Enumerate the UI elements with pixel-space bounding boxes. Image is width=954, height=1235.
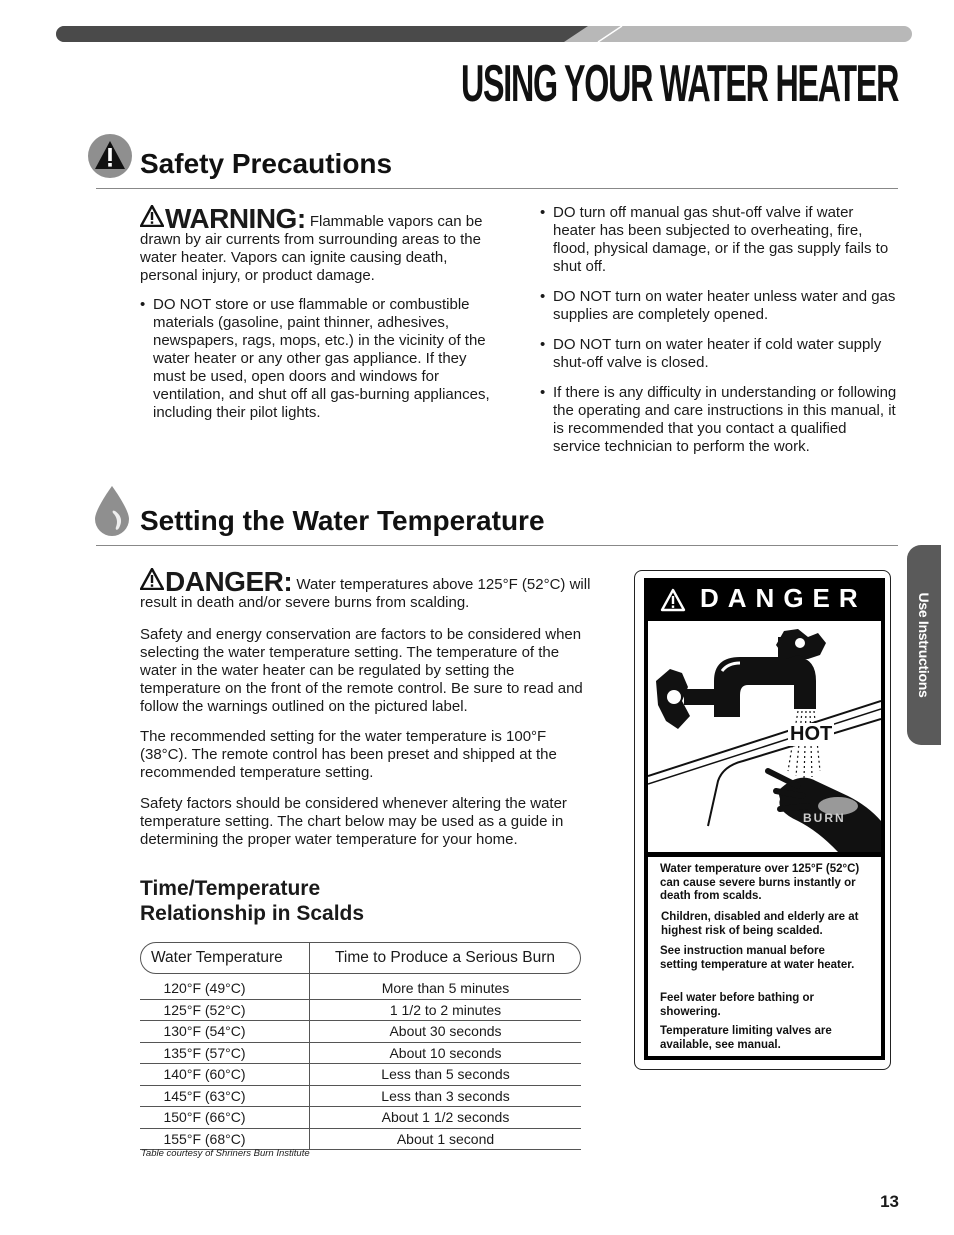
warning-icon [87,133,133,179]
label-line: Feel water before bathing or showering. [660,992,814,1018]
table-header [140,942,581,974]
column-header: Water Temperature [141,943,310,973]
bullet-item: • If there is any difficulty in understanding or following the operating and care instructions in this manual, it is recommended that you contact a qualified service technician to perform the work. [540,384,897,455]
table-row: 130°F (54°C) About 30 seconds [140,1021,581,1043]
bullet-item: • DO NOT turn on water heater unless water and gas supplies are completely opened. [540,288,896,323]
danger-heading: DANGER: [140,566,292,597]
left-bullet-list [140,296,495,434]
bullet-item: • DO NOT turn on water heater if cold water supply shut-off valve is closed. [540,336,882,371]
warning-triangle-icon [660,588,686,612]
table-row: 125°F (52°C) 1 1/2 to 2 minutes [140,1000,581,1022]
scald-table [140,942,581,1150]
label-line: Water temperature over 125°F (52°C) can cause severe burns instantly or death from scalds. [660,863,860,902]
table-row: 145°F (63°C) Less than 3 seconds [140,1086,581,1108]
bullet-item: • DO NOT store or use flammable or combustible materials (gasoline, paint thinner, adhesives, newspapers, rags, mops, etc.) in the vicinity of the water heater or any other gas appliance. If they must be used, open doors and windows for ventilation, and shut off all gas-burning appliances, including their pilot lights. [140,296,490,421]
temperature-paragraph: Safety and energy conservation are factors to be considered when selecting the water temperature setting. The temperature of the water in the water heater can be regulated by setting the temperature on the front of the remote control. Be sure to read and follow the warnings outlined on the pictured label. [140,626,583,715]
page-title: USING YOUR WATER HEATER [460,55,898,113]
right-bullet-list [540,204,898,468]
danger-text: Water temperatures above 125°F (52°C) will result in death and/or severe burns from scalding. [140,576,591,611]
burn-label: BURN [803,811,846,825]
section-tab-label: Use Instructions [916,592,932,698]
table-row: 150°F (66°C) About 1 1/2 seconds [140,1107,581,1129]
page-number: 13 [880,1192,899,1211]
hot-label: HOT [790,723,833,745]
safety-section-title: Safety Precautions [140,148,393,179]
water-drop-icon [93,485,131,537]
bullet-item: • DO turn off manual gas shut-off valve if water heater has been subjected to overheating, fire, flood, physical damage, or if the gas supply fails to shut off. [540,204,889,275]
warning-text: Flammable vapors can be drawn by air currents from surrounding areas to the water heater. Vapors can ignite causing death, personal injury, or product damage. [140,213,483,284]
temperature-section-title: Setting the Water Temperature [140,505,545,536]
label-line: See instruction manual before setting temperature at water heater. [660,945,855,971]
header-bar [56,26,912,42]
temperature-paragraph: The recommended setting for the water temperature is 100°F (38°C). The remote control has been preset and shipped at the recommended temperature setting. [140,728,557,781]
faucet-illustration [648,621,881,852]
warning-block [140,205,505,285]
danger-block [140,568,600,612]
table-row: 155°F (68°C) About 1 second [140,1129,581,1151]
table-row: 135°F (57°C) About 10 seconds [140,1043,581,1065]
hot-water-illustration [648,621,881,852]
section-divider [96,545,898,546]
label-line: Children, disabled and elderly are at highest risk of being scalded. [661,911,859,937]
section-divider [96,188,898,189]
table-row: 120°F (49°C) More than 5 minutes [140,978,581,1000]
table-row: 140°F (60°C) Less than 5 seconds [140,1064,581,1086]
warning-triangle-icon [140,568,164,590]
temperature-paragraph: Safety factors should be considered whenever altering the water temperature setting. The chart below may be used as a guide in determining the proper water temperature for your home. [140,795,567,848]
label-line: Temperature limiting valves are available, see manual. [660,1025,832,1051]
danger-label-header: DANGER [700,583,867,613]
warning-heading: WARNING: [140,203,306,234]
column-header: Time to Produce a Serious Burn [335,949,555,966]
warning-triangle-icon [140,205,164,227]
table-footnote: Table courtesy of Shriners Burn Institute [141,1148,310,1159]
table-subheading: Time/Temperature Relationship in Scalds [140,877,365,925]
